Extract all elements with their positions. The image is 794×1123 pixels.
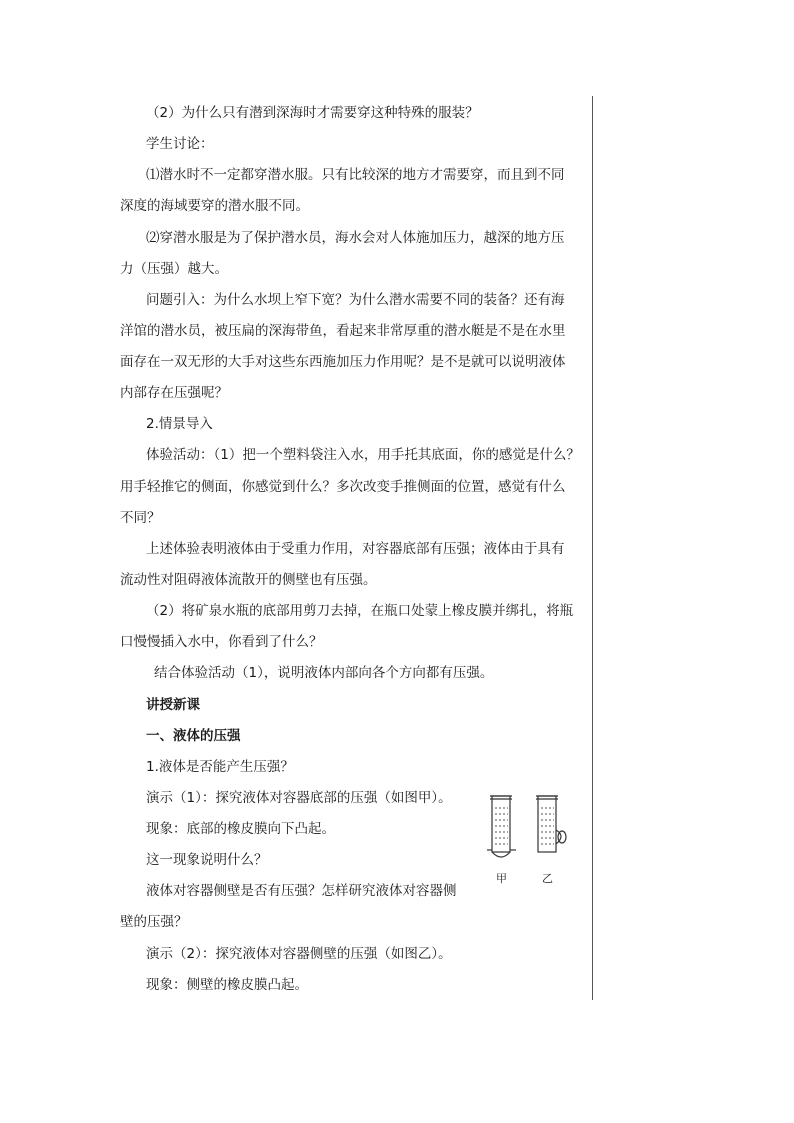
- table-right-border: [592, 96, 593, 1000]
- text-line: ⑴潜水时不一定都穿潜水服。只有比较深的地方才需要穿，而且到不同: [146, 167, 565, 183]
- text-line: 流动性对阻碍液体流散开的侧壁也有压强。: [120, 572, 377, 588]
- text-line: （2）将矿泉水瓶的底部用剪刀去掉，在瓶口处蒙上橡皮膜并绑扎，将瓶: [146, 603, 574, 619]
- text-line: 演示（2）：探究液体对容器侧壁的压强（如图乙）。: [146, 946, 452, 962]
- tube-a: [487, 796, 516, 857]
- text-line: 内部存在压强呢？: [120, 385, 228, 401]
- text-line: 口慢慢插入水中，你看到了什么？: [120, 634, 323, 650]
- text-line: 力（压强）越大。: [120, 261, 228, 277]
- text-line: 现象：侧壁的橡皮膜凸起。: [146, 977, 308, 993]
- tube-a-water: [495, 808, 508, 844]
- text-line: 深度的海域要穿的潜水服不同。: [120, 198, 309, 214]
- tube-b-water: [541, 808, 554, 844]
- text-line: 这一现象说明什么？: [146, 852, 268, 868]
- tube-diagram: [480, 790, 590, 870]
- figure-label-b: 乙: [542, 872, 553, 885]
- section-heading: 讲授新课: [146, 697, 200, 713]
- text-line: 液体对容器侧壁是否有压强？怎样研究液体对容器侧: [146, 883, 457, 899]
- text-line: 1.液体是否能产生压强？: [146, 759, 294, 775]
- text-line: ⑵穿潜水服是为了保护潜水员，海水会对人体施加压力，越深的地方压: [146, 230, 565, 246]
- text-line: 不同？: [120, 510, 161, 526]
- text-line: 体验活动：（1）把一个塑料袋注入水，用手托其底面，你的感觉是什么？: [146, 447, 580, 463]
- section-heading: 2.情景导入: [146, 416, 213, 432]
- text-line: 壁的压强？: [120, 914, 188, 930]
- figure-label-a: 甲: [496, 872, 507, 885]
- text-line: 学生讨论：: [146, 136, 214, 152]
- text-line: 结合体验活动（1），说明液体内部向各个方向都有压强。: [154, 665, 494, 681]
- text-line: 面存在一双无形的大手对这些东西施加压力作用呢？是不是就可以说明液体: [120, 354, 566, 370]
- section-heading: 一、液体的压强: [146, 728, 241, 744]
- text-line: 上述体验表明液体由于受重力作用，对容器底部有压强；液体由于具有: [146, 541, 565, 557]
- text-line: 用手轻推它的侧面，你感觉到什么？多次改变手推侧面的位置，感觉有什么: [120, 479, 566, 495]
- text-line: 洋馆的潜水员，被压扁的深海带鱼，看起来非常厚重的潜水艇是不是在水里: [120, 323, 566, 339]
- text-line: 问题引入：为什么水坝上窄下宽？为什么潜水需要不同的装备？还有海: [146, 292, 565, 308]
- pressure-tubes-figure: [480, 790, 590, 890]
- text-line: 现象：底部的橡皮膜向下凸起。: [146, 821, 335, 837]
- text-line: 演示（1）：探究液体对容器底部的压强（如图甲）。: [146, 790, 452, 806]
- text-line: （2）为什么只有潜到深海时才需要穿这种特殊的服装？: [146, 105, 479, 121]
